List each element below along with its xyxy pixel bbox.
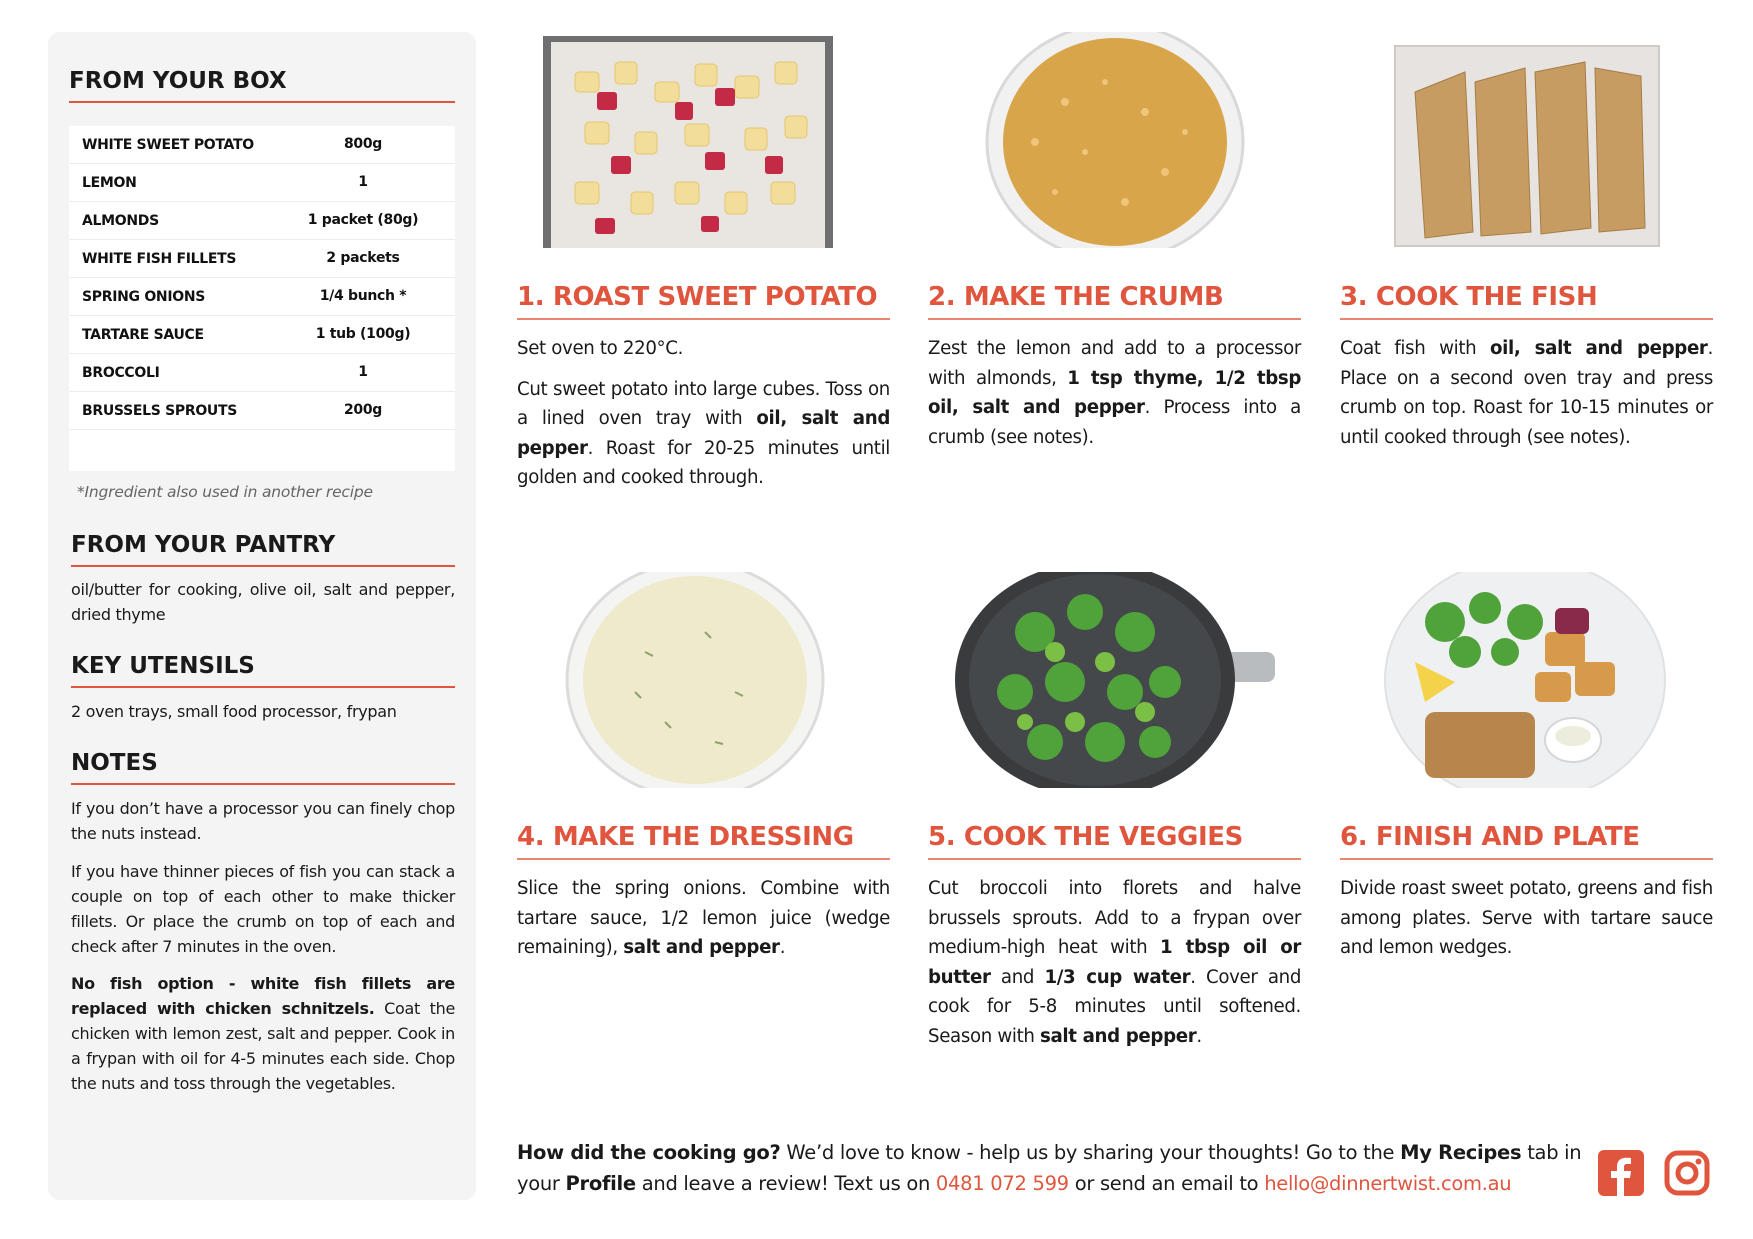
step-6-title: 6. FINISH AND PLATE <box>1340 822 1713 860</box>
ingredient-qty: 800g <box>343 136 383 152</box>
step-5-title: 5. COOK THE VEGGIES <box>928 822 1301 860</box>
step-4-title: 4. MAKE THE DRESSING <box>517 822 890 860</box>
table-row <box>69 240 455 278</box>
step-3-bold: oil, salt and pepper <box>1489 338 1708 359</box>
step-2-text: . Process into a crumb (see notes). <box>928 397 1301 448</box>
footer-text: We’d love to know - help us by sharing your thoughts! Go to the <box>780 1141 1401 1164</box>
table-row <box>69 392 455 430</box>
step-3-image <box>1355 32 1695 248</box>
ingredient-qty: 200g <box>343 402 383 418</box>
key-utensils-heading: KEY UTENSILS <box>71 653 455 688</box>
ingredient-name: WHITE FISH FILLETS <box>82 251 237 267</box>
table-row <box>69 202 455 240</box>
plated-dish-icon <box>1355 572 1695 788</box>
step-3-text: Coat fish with <box>1340 338 1490 359</box>
step-4-text: . <box>779 937 786 958</box>
feedback-question: How did the cooking go? <box>517 1141 781 1164</box>
table-row <box>69 164 455 202</box>
no-fish-rest: Coat the chicken with lemon zest, salt and pepper. Cook in a frypan with oil for 4-5 minutes each side. Chop the nuts and toss through the vegetables. <box>71 999 455 1093</box>
table-row <box>69 354 455 392</box>
email-link[interactable]: hello@dinnertwist.com.au <box>1264 1172 1512 1195</box>
ingredient-name: WHITE SWEET POTATO <box>82 137 254 153</box>
step-5-bold: salt and pepper <box>1039 1025 1197 1047</box>
my-recipes-link[interactable]: My Recipes <box>1400 1141 1522 1164</box>
table-row <box>69 316 455 354</box>
ingredient-qty: 1 <box>358 174 368 190</box>
note-no-fish <box>71 971 455 1096</box>
step-5-body <box>928 874 1301 1062</box>
pantry-text: oil/butter for cooking, olive oil, salt and pepper, dried thyme <box>71 580 455 624</box>
step-3-title: 3. COOK THE FISH <box>1340 282 1713 320</box>
feedback-footer <box>517 1137 1587 1199</box>
step-1-text: Cut sweet potato into large cubes. Toss on a lined oven tray with <box>517 378 890 429</box>
step-5-p <box>928 874 1301 1051</box>
step-2-bold: 1 tsp thyme, 1/2 tbsp oil, salt and pepper <box>928 367 1302 418</box>
step-4-bold: salt and pepper <box>623 937 780 958</box>
ingredients-sidebar <box>48 32 476 1200</box>
table-row <box>69 278 455 316</box>
step-3-body <box>1340 334 1713 463</box>
step-1-p2 <box>517 375 890 493</box>
footer-text: and leave a review! Text us on <box>635 1172 936 1195</box>
ingredient-name: LEMON <box>82 175 137 191</box>
notes-heading: NOTES <box>71 750 455 785</box>
step-2-p <box>928 334 1301 452</box>
almond-crumb-bowl-icon <box>945 32 1285 248</box>
ingredient-name: TARTARE SAUCE <box>82 327 204 343</box>
tartare-dressing-bowl-icon <box>535 572 875 788</box>
step-1-bold: oil, salt and pepper <box>517 408 890 459</box>
step-6-image <box>1355 572 1695 788</box>
step-5-image <box>945 572 1285 788</box>
step-1-body <box>517 334 890 504</box>
ingredient-qty: 1 tub (100g) <box>315 326 411 342</box>
step-4-text: Slice the spring onions. Combine with tartare sauce, 1/2 lemon juice (wedge remaining), <box>517 878 890 958</box>
no-fish-bold: No fish option - white fish fillets are replaced with chicken schnitzels. <box>71 974 455 1018</box>
step-3-text: . Place on a second oven tray and press crumb on top. Roast for 10-15 minutes or until cooked through (see notes). <box>1340 338 1713 448</box>
instagram-icon[interactable] <box>1664 1150 1710 1196</box>
ingredient-qty: 2 packets <box>326 250 400 266</box>
step-4-body <box>517 874 890 974</box>
ingredient-name: SPRING ONIONS <box>82 289 206 305</box>
profile-link[interactable]: Profile <box>565 1172 636 1195</box>
ingredient-name: BROCCOLI <box>82 365 160 381</box>
step-2-title: 2. MAKE THE CRUMB <box>928 282 1301 320</box>
step-2-image <box>945 32 1285 248</box>
step-2-text: Zest the lemon and add to a processor with almonds, <box>928 338 1301 389</box>
step-4-p <box>517 874 890 963</box>
footer-text: tab in your <box>517 1141 1582 1195</box>
phone-link[interactable]: 0481 072 599 <box>935 1172 1069 1195</box>
step-1-title: 1. ROAST SWEET POTATO <box>517 282 890 320</box>
step-1-p1: Set oven to 220°C. <box>517 338 684 359</box>
ingredient-qty: 1 packet (80g) <box>307 212 419 228</box>
step-3-p <box>1340 334 1713 452</box>
step-2-body <box>928 334 1301 463</box>
step-5-text: . <box>1196 1025 1202 1047</box>
ingredient-qty: 1 <box>358 364 368 380</box>
footer-text: or send an email to <box>1068 1172 1265 1195</box>
from-your-box-heading: FROM YOUR BOX <box>69 68 455 103</box>
ingredient-name: BRUSSELS SPROUTS <box>82 403 238 419</box>
step-6-body <box>1340 874 1713 974</box>
frypan-greens-icon <box>945 572 1285 788</box>
step-1-image <box>535 32 875 248</box>
crumbed-fish-tray-icon <box>1355 32 1695 248</box>
step-4-image <box>535 572 875 788</box>
note-processor: If you don’t have a processor you can finely chop the nuts instead. <box>71 799 455 843</box>
step-5-text: and <box>990 966 1045 988</box>
step-5-text: Cut broccoli into florets and halve brussels sprouts. Add to a frypan over medium-high heat with <box>928 878 1301 958</box>
note-thin-fish: If you have thinner pieces of fish you can stack a couple on top of each other to make thicker fillets. Or place the crumb on top of each and check after 7 minutes in the oven. <box>71 862 455 956</box>
table-row <box>69 126 455 164</box>
step-5-bold: 1 tbsp oil or butter <box>928 937 1301 988</box>
utensils-text: 2 oven trays, small food processor, frypan <box>71 702 397 721</box>
roasting-tray-sweet-potato-icon <box>535 32 875 248</box>
ingredient-name: ALMONDS <box>82 213 159 229</box>
facebook-icon[interactable] <box>1598 1150 1644 1196</box>
ingredient-qty: 1/4 bunch * <box>319 288 407 304</box>
step-5-text: . Cover and cook for 5-8 minutes until softened. Season with <box>928 966 1302 1047</box>
step-5-bold: 1/3 cup water <box>1044 966 1191 988</box>
step-6-p: Divide roast sweet potato, greens and fish among plates. Serve with tartare sauce and lemon wedges. <box>1340 878 1713 958</box>
ingredient-footnote: *Ingredient also used in another recipe <box>77 483 373 501</box>
from-your-pantry-heading: FROM YOUR PANTRY <box>71 532 455 567</box>
step-1-text: . Roast for 20-25 minutes until golden and cooked through. <box>517 437 890 488</box>
ingredients-table <box>69 126 455 471</box>
